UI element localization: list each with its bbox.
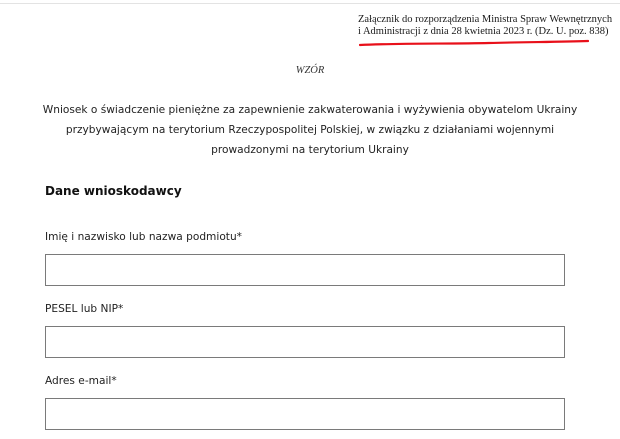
section-heading-applicant: Dane wnioskodawcy [45, 184, 182, 198]
annex-line-1: Załącznik do rozporządzenia Ministra Spraw Wewnętrznych [358, 14, 613, 25]
form-title [30, 100, 590, 160]
annex-note [358, 14, 613, 38]
form-title-line-3: prowadzonymi na terytorium Ukrainy [211, 144, 409, 156]
page-top-rule [0, 3, 620, 4]
red-underline-mark [359, 39, 589, 48]
annex-line-2: i Administracji z dnia 28 kwietnia 2023 r. (Dz. U. poz. 838) [358, 26, 609, 37]
email-field-label: Adres e-mail* [45, 375, 117, 387]
email-field[interactable] [45, 398, 565, 430]
form-title-line-1: Wniosek o świadczenie pieniężne za zapewnienie zakwaterowania i wyżywienia obywatelom Ukrainy [42, 104, 578, 116]
name-field-label: Imię i nazwisko lub nazwa podmiotu* [45, 231, 242, 243]
pesel-nip-field-label: PESEL lub NIP* [45, 303, 124, 315]
name-field[interactable] [45, 254, 565, 286]
form-title-line-2: przybywającym na terytorium Rzeczypospolitej Polskiej, w związku z działaniami wojennymi [65, 124, 555, 136]
pesel-nip-field[interactable] [45, 326, 565, 358]
wzor-label: WZÓR [295, 65, 325, 76]
